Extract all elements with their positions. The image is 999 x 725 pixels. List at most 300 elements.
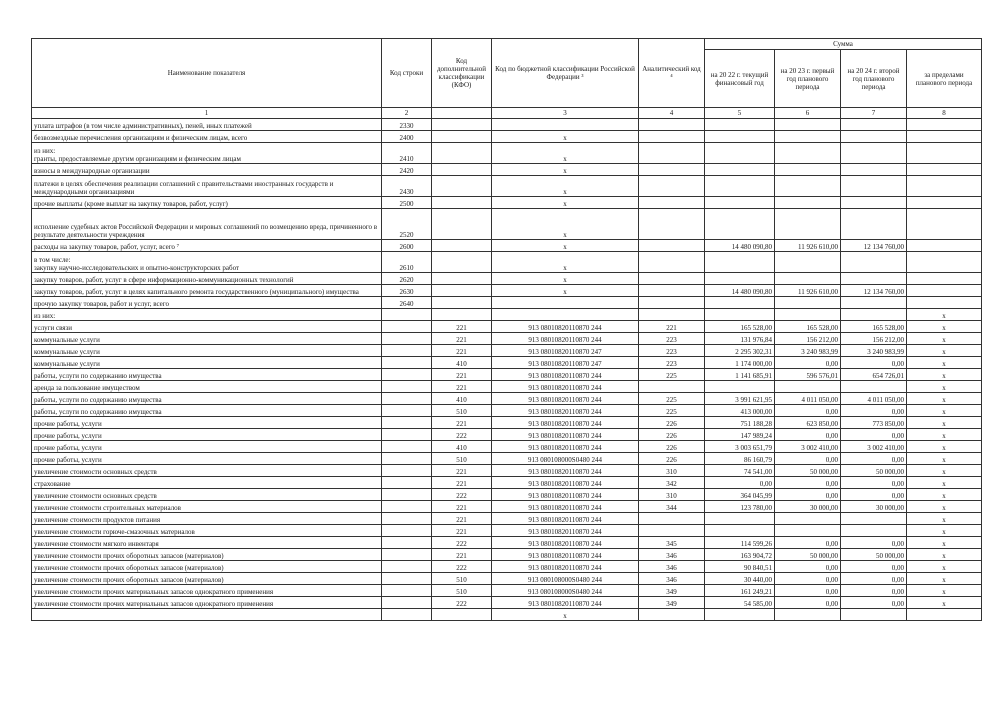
row-kfo [432, 197, 492, 209]
table-row [32, 369, 982, 381]
row-sum-plan1: 3 240 983,99 [775, 345, 841, 357]
row-code: 2630 [382, 285, 432, 297]
row-sum-current [705, 609, 775, 621]
row-name: коммунальные услуги [32, 357, 382, 369]
table-row [32, 333, 982, 345]
row-sum-plan2: 0,00 [841, 597, 907, 609]
row-sum-plan2: 0,00 [841, 489, 907, 501]
row-code [382, 381, 432, 393]
column-number: 5 [705, 108, 775, 119]
column-number: 2 [382, 108, 432, 119]
table-row [32, 429, 982, 441]
row-sum-current [705, 297, 775, 309]
row-name: из них: гранты, предоставляемые другим организациям и физическим лицам [32, 143, 382, 164]
row-name: прочие работы, услуги [32, 429, 382, 441]
row-budget-code: x [492, 285, 639, 297]
row-name: безвозмездные перечисления организациям и физическим лицам, всего [32, 131, 382, 143]
row-sum-current: 165 528,00 [705, 321, 775, 333]
row-sum-plan2: 165 528,00 [841, 321, 907, 333]
row-code [382, 405, 432, 417]
row-code: 2640 [382, 297, 432, 309]
row-kfo: 221 [432, 525, 492, 537]
row-kfo [432, 131, 492, 143]
row-budget-code: 913 08010820110870 244 [492, 561, 639, 573]
column-number: 1 [32, 108, 382, 119]
row-kfo [432, 143, 492, 164]
row-budget-code: x [492, 609, 639, 621]
row-analytic-code: 346 [639, 573, 705, 585]
row-sum-plan2: 30 000,00 [841, 501, 907, 513]
row-sum-plan2 [841, 197, 907, 209]
row-sum-plan2: 0,00 [841, 453, 907, 465]
row-name: закупку товаров, работ, услуг в сфере информационно-коммуникационных технологий [32, 273, 382, 285]
row-kfo: 221 [432, 549, 492, 561]
row-sum-beyond: x [907, 477, 982, 489]
row-kfo: 222 [432, 561, 492, 573]
row-analytic-code: 225 [639, 369, 705, 381]
row-code [382, 525, 432, 537]
row-sum-plan1: 0,00 [775, 597, 841, 609]
row-name [32, 609, 382, 621]
row-sum-current: 3 991 621,95 [705, 393, 775, 405]
row-sum-current: 3 003 651,79 [705, 441, 775, 453]
row-kfo: 410 [432, 357, 492, 369]
row-name: из них: [32, 309, 382, 321]
table-row [32, 549, 982, 561]
row-sum-current [705, 381, 775, 393]
row-sum-plan2: 50 000,00 [841, 549, 907, 561]
row-budget-code: 913 08010820110870 244 [492, 597, 639, 609]
row-sum-plan2: 0,00 [841, 405, 907, 417]
row-analytic-code: 310 [639, 465, 705, 477]
table-row [32, 561, 982, 573]
table-row [32, 285, 982, 297]
column-number: 8 [907, 108, 982, 119]
header-analytic-code: Аналитический код ⁴ [639, 39, 705, 108]
row-sum-plan2 [841, 176, 907, 197]
row-code [382, 393, 432, 405]
row-kfo: 221 [432, 381, 492, 393]
row-sum-current [705, 525, 775, 537]
row-sum-plan1 [775, 131, 841, 143]
table-row [32, 405, 982, 417]
row-code [382, 465, 432, 477]
row-code [382, 441, 432, 453]
row-name: увеличение стоимости прочих оборотных запасов (материалов) [32, 573, 382, 585]
row-sum-plan1: 4 011 050,00 [775, 393, 841, 405]
row-budget-code: 913 08010820110870 244 [492, 429, 639, 441]
row-sum-plan1 [775, 381, 841, 393]
row-sum-beyond: x [907, 465, 982, 477]
row-budget-code: 913 08010820110870 244 [492, 525, 639, 537]
table-row [32, 453, 982, 465]
row-sum-plan1 [775, 297, 841, 309]
row-sum-plan2 [841, 273, 907, 285]
row-kfo: 221 [432, 465, 492, 477]
table-row [32, 609, 982, 621]
table-body [32, 119, 982, 621]
row-sum-beyond: x [907, 549, 982, 561]
row-name: страхование [32, 477, 382, 489]
row-analytic-code: 223 [639, 357, 705, 369]
row-sum-plan1: 3 002 410,00 [775, 441, 841, 453]
row-sum-current [705, 252, 775, 273]
row-analytic-code [639, 164, 705, 176]
row-kfo: 221 [432, 513, 492, 525]
row-sum-current: 2 295 302,31 [705, 345, 775, 357]
table-row [32, 513, 982, 525]
row-budget-code: x [492, 240, 639, 252]
row-budget-code: 913 08010820110870 244 [492, 477, 639, 489]
row-name: увеличение стоимости мягкого инвентаря [32, 537, 382, 549]
row-budget-code: 913 08010820110870 244 [492, 489, 639, 501]
row-code [382, 309, 432, 321]
row-kfo: 510 [432, 573, 492, 585]
row-analytic-code [639, 273, 705, 285]
row-sum-plan1: 0,00 [775, 453, 841, 465]
row-name: коммунальные услуги [32, 345, 382, 357]
row-name: увеличение стоимости прочих материальных запасов однократного применения [32, 597, 382, 609]
row-sum-current [705, 309, 775, 321]
table-row [32, 357, 982, 369]
row-sum-beyond: x [907, 501, 982, 513]
row-sum-plan1: 0,00 [775, 561, 841, 573]
row-code [382, 345, 432, 357]
row-sum-plan2: 50 000,00 [841, 465, 907, 477]
row-name: работы, услуги по содержанию имущества [32, 393, 382, 405]
row-budget-code: x [492, 252, 639, 273]
row-name: прочие выплаты (кроме выплат на закупку товаров, работ, услуг) [32, 197, 382, 209]
row-kfo [432, 297, 492, 309]
plan-table [31, 38, 982, 621]
row-sum-plan1: 0,00 [775, 573, 841, 585]
row-sum-current: 74 541,00 [705, 465, 775, 477]
row-budget-code: 913 08010820110870 244 [492, 501, 639, 513]
row-sum-current [705, 273, 775, 285]
header-name: Наименование показателя [32, 39, 382, 108]
row-sum-beyond [907, 273, 982, 285]
row-sum-beyond [907, 131, 982, 143]
row-sum-plan2 [841, 252, 907, 273]
row-analytic-code: 344 [639, 501, 705, 513]
row-kfo: 222 [432, 597, 492, 609]
row-kfo [432, 176, 492, 197]
row-budget-code: 913 08010820110870 244 [492, 513, 639, 525]
row-sum-plan1: 0,00 [775, 477, 841, 489]
row-sum-plan1 [775, 176, 841, 197]
table-row [32, 381, 982, 393]
row-analytic-code: 221 [639, 321, 705, 333]
row-budget-code [492, 309, 639, 321]
row-budget-code: 913 08010820110870 244 [492, 441, 639, 453]
row-kfo: 222 [432, 489, 492, 501]
table-row [32, 477, 982, 489]
row-budget-code: 913 08010820110870 244 [492, 549, 639, 561]
row-sum-beyond: x [907, 417, 982, 429]
row-code [382, 333, 432, 345]
row-analytic-code: 223 [639, 345, 705, 357]
row-name: расходы на закупку товаров, работ, услуг, всего ⁷ [32, 240, 382, 252]
row-sum-current: 114 599,26 [705, 537, 775, 549]
row-analytic-code: 225 [639, 393, 705, 405]
row-kfo [432, 285, 492, 297]
header-year-plan2: на 20 24 г. второй год планового периода [841, 50, 907, 108]
row-sum-plan1 [775, 119, 841, 131]
row-kfo: 510 [432, 585, 492, 597]
row-sum-current [705, 131, 775, 143]
row-sum-beyond: x [907, 513, 982, 525]
row-budget-code: x [492, 197, 639, 209]
row-budget-code: x [492, 209, 639, 240]
row-kfo: 221 [432, 369, 492, 381]
row-kfo [432, 119, 492, 131]
table-row [32, 537, 982, 549]
row-sum-beyond: x [907, 345, 982, 357]
row-sum-plan2: 0,00 [841, 561, 907, 573]
row-analytic-code: 346 [639, 549, 705, 561]
row-sum-plan1 [775, 309, 841, 321]
row-sum-current: 86 160,79 [705, 453, 775, 465]
row-sum-plan2: 3 240 983,99 [841, 345, 907, 357]
row-code [382, 585, 432, 597]
table-row [32, 273, 982, 285]
row-budget-code: x [492, 131, 639, 143]
row-analytic-code: 349 [639, 585, 705, 597]
row-sum-beyond: x [907, 573, 982, 585]
row-kfo [432, 164, 492, 176]
row-sum-plan2 [841, 119, 907, 131]
table-row [32, 164, 982, 176]
row-code [382, 549, 432, 561]
row-budget-code: 913 080108000S0480 244 [492, 573, 639, 585]
column-number [432, 108, 492, 119]
row-sum-plan2: 156 212,00 [841, 333, 907, 345]
row-analytic-code: 345 [639, 537, 705, 549]
row-sum-plan2: 773 850,00 [841, 417, 907, 429]
row-name: прочие работы, услуги [32, 417, 382, 429]
row-code: 2410 [382, 143, 432, 164]
row-analytic-code [639, 176, 705, 197]
row-sum-plan2 [841, 381, 907, 393]
row-sum-beyond [907, 209, 982, 240]
row-sum-current: 131 976,84 [705, 333, 775, 345]
row-code [382, 453, 432, 465]
table-row [32, 321, 982, 333]
row-name: коммунальные услуги [32, 333, 382, 345]
row-kfo: 221 [432, 501, 492, 513]
row-budget-code: 913 08010820110870 244 [492, 321, 639, 333]
row-kfo: 221 [432, 345, 492, 357]
row-name: увеличение стоимости горюче-смазочных материалов [32, 525, 382, 537]
row-kfo [432, 252, 492, 273]
row-name: исполнение судебных актов Российской Федерации и мировых соглашений по возмещению вреда, причиненного в результате деятельности учреждения [32, 209, 382, 240]
row-budget-code: 913 08010820110870 244 [492, 381, 639, 393]
row-name: прочие работы, услуги [32, 441, 382, 453]
row-budget-code: 913 08010820110870 244 [492, 393, 639, 405]
row-analytic-code: 226 [639, 429, 705, 441]
row-kfo: 221 [432, 417, 492, 429]
row-budget-code: 913 080108000S0480 244 [492, 585, 639, 597]
row-sum-plan2: 0,00 [841, 429, 907, 441]
row-code [382, 597, 432, 609]
table-row [32, 143, 982, 164]
table-row [32, 417, 982, 429]
row-sum-beyond [907, 176, 982, 197]
row-budget-code: 913 08010820110870 244 [492, 537, 639, 549]
row-budget-code: 913 080108000S0480 244 [492, 453, 639, 465]
row-sum-plan1 [775, 525, 841, 537]
row-sum-beyond [907, 164, 982, 176]
row-code [382, 489, 432, 501]
row-kfo: 221 [432, 477, 492, 489]
row-sum-beyond: x [907, 381, 982, 393]
table-row [32, 209, 982, 240]
table-row [32, 585, 982, 597]
table-row [32, 489, 982, 501]
row-name: прочую закупку товаров, работ и услуг, всего [32, 297, 382, 309]
header-year-current: на 20 22 г. текущий финансовый год [705, 50, 775, 108]
row-code [382, 321, 432, 333]
row-code [382, 369, 432, 381]
table-row [32, 252, 982, 273]
row-sum-current [705, 197, 775, 209]
row-budget-code [492, 297, 639, 309]
row-budget-code: 913 08010820110870 244 [492, 369, 639, 381]
row-sum-plan2: 12 134 760,00 [841, 285, 907, 297]
row-sum-current: 161 249,21 [705, 585, 775, 597]
row-sum-current: 163 904,72 [705, 549, 775, 561]
row-sum-plan1: 0,00 [775, 429, 841, 441]
row-analytic-code [639, 143, 705, 164]
row-analytic-code [639, 119, 705, 131]
table-row [32, 441, 982, 453]
row-sum-plan1 [775, 252, 841, 273]
row-code: 2620 [382, 273, 432, 285]
row-sum-plan2 [841, 297, 907, 309]
row-sum-beyond: x [907, 321, 982, 333]
row-kfo: 222 [432, 537, 492, 549]
row-sum-beyond [907, 285, 982, 297]
row-sum-current: 123 780,00 [705, 501, 775, 513]
row-sum-plan2: 0,00 [841, 573, 907, 585]
row-name: увеличение стоимости основных средств [32, 465, 382, 477]
row-sum-current [705, 119, 775, 131]
row-sum-plan1: 0,00 [775, 585, 841, 597]
row-name: увеличение стоимости основных средств [32, 489, 382, 501]
row-kfo [432, 609, 492, 621]
row-budget-code: x [492, 273, 639, 285]
row-kfo: 410 [432, 441, 492, 453]
row-sum-plan1: 50 000,00 [775, 549, 841, 561]
row-sum-plan1 [775, 143, 841, 164]
row-sum-plan1: 0,00 [775, 489, 841, 501]
row-sum-beyond: x [907, 357, 982, 369]
row-sum-plan2: 12 134 760,00 [841, 240, 907, 252]
row-sum-plan1 [775, 197, 841, 209]
row-sum-plan1 [775, 273, 841, 285]
row-analytic-code [639, 252, 705, 273]
header-sum: Сумма [705, 39, 982, 50]
row-sum-current: 1 174 000,00 [705, 357, 775, 369]
row-sum-beyond: x [907, 369, 982, 381]
row-code [382, 537, 432, 549]
row-kfo [432, 209, 492, 240]
row-budget-code: x [492, 164, 639, 176]
row-sum-current [705, 513, 775, 525]
column-number: 3 [492, 108, 639, 119]
row-sum-plan1 [775, 609, 841, 621]
row-budget-code: 913 08010820110870 244 [492, 405, 639, 417]
row-sum-plan1: 165 528,00 [775, 321, 841, 333]
row-kfo [432, 309, 492, 321]
row-sum-plan2 [841, 131, 907, 143]
row-sum-beyond [907, 252, 982, 273]
row-sum-beyond: x [907, 441, 982, 453]
row-analytic-code: 349 [639, 597, 705, 609]
table-row [32, 119, 982, 131]
row-code [382, 573, 432, 585]
row-sum-beyond [907, 119, 982, 131]
row-sum-current [705, 143, 775, 164]
row-sum-plan2: 0,00 [841, 537, 907, 549]
row-code: 2500 [382, 197, 432, 209]
row-sum-plan2 [841, 164, 907, 176]
row-budget-code: x [492, 176, 639, 197]
row-analytic-code [639, 197, 705, 209]
row-sum-plan1 [775, 209, 841, 240]
row-analytic-code [639, 309, 705, 321]
table-row [32, 597, 982, 609]
row-sum-plan2 [841, 513, 907, 525]
row-sum-beyond: x [907, 489, 982, 501]
row-name: увеличение стоимости продуктов питания [32, 513, 382, 525]
table-row [32, 465, 982, 477]
row-sum-current: 30 440,00 [705, 573, 775, 585]
row-name: аренда за пользование имуществом [32, 381, 382, 393]
row-sum-plan1: 0,00 [775, 405, 841, 417]
row-budget-code: 913 08010820110870 247 [492, 357, 639, 369]
row-sum-beyond: x [907, 453, 982, 465]
row-sum-beyond: x [907, 597, 982, 609]
row-sum-plan1: 11 926 610,00 [775, 285, 841, 297]
row-analytic-code: 226 [639, 453, 705, 465]
row-analytic-code: 310 [639, 489, 705, 501]
row-analytic-code: 226 [639, 417, 705, 429]
row-sum-plan1 [775, 164, 841, 176]
row-code [382, 513, 432, 525]
row-sum-plan2: 0,00 [841, 357, 907, 369]
row-sum-current: 364 045,99 [705, 489, 775, 501]
table-row [32, 176, 982, 197]
row-budget-code: x [492, 143, 639, 164]
row-sum-beyond [907, 297, 982, 309]
column-numbers-row [32, 108, 982, 119]
row-code: 2420 [382, 164, 432, 176]
row-name: работы, услуги по содержанию имущества [32, 369, 382, 381]
row-analytic-code [639, 285, 705, 297]
table-row [32, 501, 982, 513]
row-analytic-code: 346 [639, 561, 705, 573]
row-analytic-code: 226 [639, 441, 705, 453]
row-code: 2330 [382, 119, 432, 131]
row-name: в том числе: закупку научно-исследовательских и опытно-конструкторских работ [32, 252, 382, 273]
row-sum-current: 1 141 685,91 [705, 369, 775, 381]
row-kfo: 222 [432, 429, 492, 441]
row-sum-plan1: 30 000,00 [775, 501, 841, 513]
table-row [32, 345, 982, 357]
row-name: увеличение стоимости строительных материалов [32, 501, 382, 513]
row-name: увеличение стоимости прочих оборотных запасов (материалов) [32, 561, 382, 573]
